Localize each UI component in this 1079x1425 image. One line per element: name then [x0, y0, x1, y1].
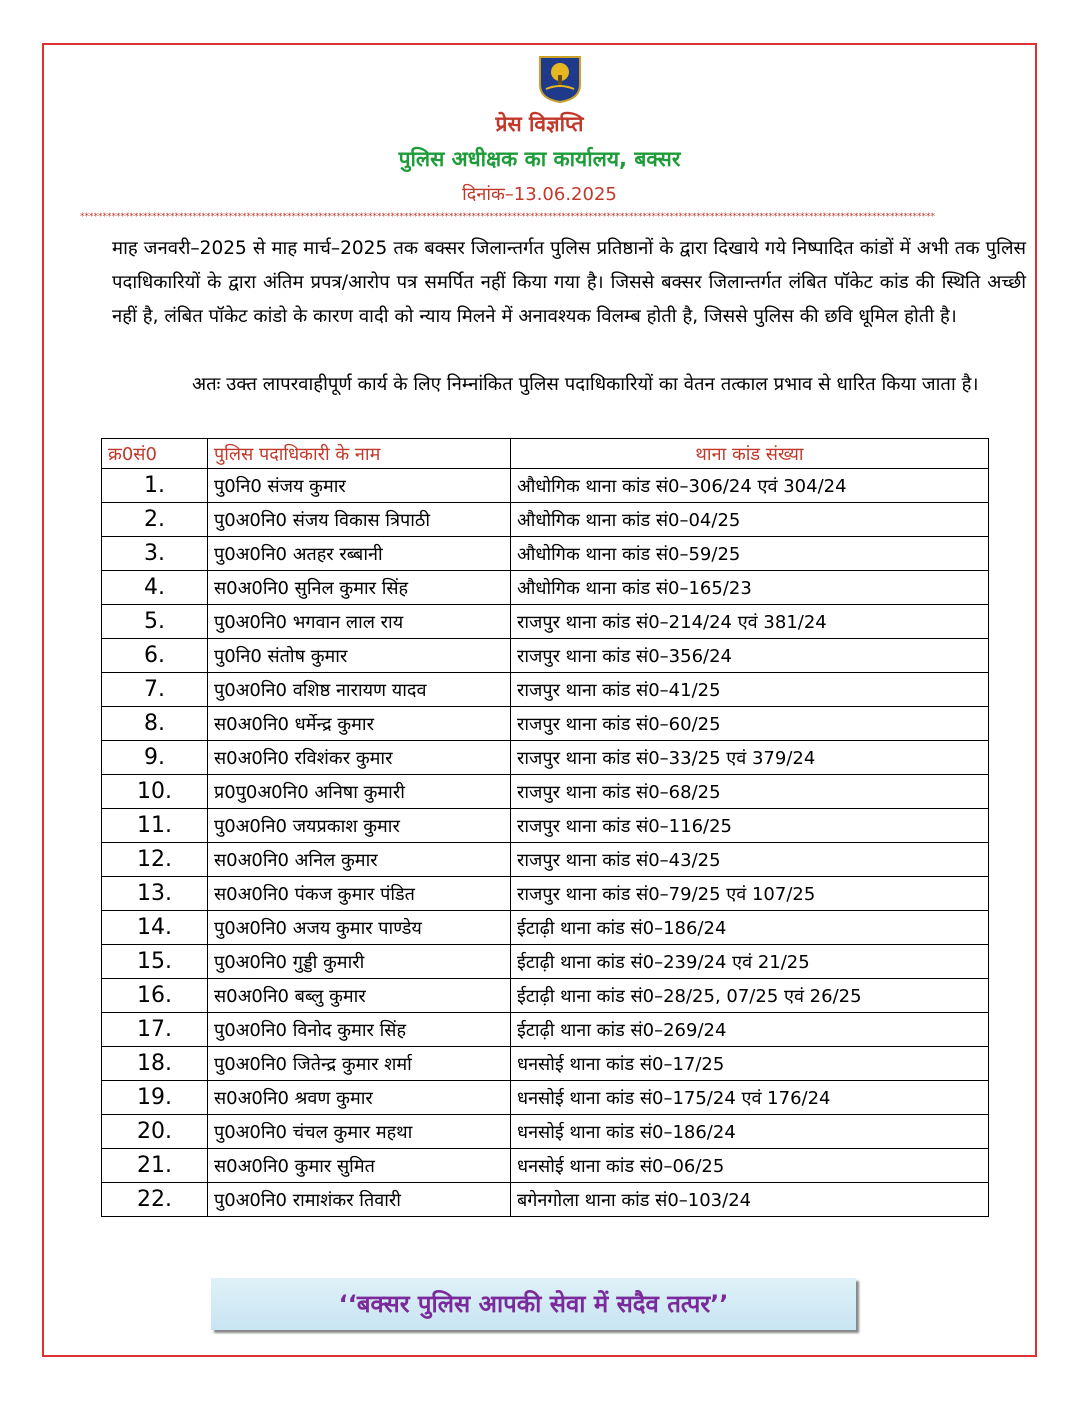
case-number-cell: औधोगिक थाना कांड सं0–59/25: [511, 537, 989, 571]
officer-name-cell: स0अ0नि0 पंकज कुमार पंडित: [208, 877, 511, 911]
officer-name-cell: पु0अ0नि0 जितेन्द्र कुमार शर्मा: [208, 1047, 511, 1081]
slogan-banner: ‘‘बक्सर पुलिस आपकी सेवा में सदैव तत्पर’’: [211, 1278, 856, 1330]
serial-cell: 3.: [102, 537, 208, 571]
officers-table: [101, 438, 989, 1217]
table-row: [102, 1013, 989, 1047]
serial-cell: 5.: [102, 605, 208, 639]
case-number-cell: धनसोई थाना कांड सं0–186/24: [511, 1115, 989, 1149]
star-separator: **********************************************************************************************************************************************************************************************: [80, 212, 935, 222]
release-date: दिनांक–13.06.2025: [462, 184, 617, 205]
serial-cell: 4.: [102, 571, 208, 605]
table-row: [102, 707, 989, 741]
table-row: [102, 877, 989, 911]
officer-name-cell: स0अ0नि0 बब्लु कुमार: [208, 979, 511, 1013]
table-row: [102, 605, 989, 639]
case-number-cell: राजपुर थाना कांड सं0–68/25: [511, 775, 989, 809]
serial-cell: 12.: [102, 843, 208, 877]
table-row: [102, 843, 989, 877]
case-number-cell: औधोगिक थाना कांड सं0–165/23: [511, 571, 989, 605]
table-row: [102, 469, 989, 503]
case-number-cell: औधोगिक थाना कांड सं0–04/25: [511, 503, 989, 537]
table-row: [102, 639, 989, 673]
table-row: [102, 945, 989, 979]
case-number-cell: औधोगिक थाना कांड सं0–306/24 एवं 304/24: [511, 469, 989, 503]
table-row: [102, 503, 989, 537]
officer-name-cell: पु0नि0 संतोष कुमार: [208, 639, 511, 673]
case-number-cell: राजपुर थाना कांड सं0–41/25: [511, 673, 989, 707]
serial-cell: 11.: [102, 809, 208, 843]
officer-name-cell: स0अ0नि0 श्रवण कुमार: [208, 1081, 511, 1115]
table-row: [102, 571, 989, 605]
officer-name-cell: पु0अ0नि0 विनोद कुमार सिंह: [208, 1013, 511, 1047]
table-header-row: [102, 439, 989, 469]
serial-cell: 17.: [102, 1013, 208, 1047]
serial-cell: 13.: [102, 877, 208, 911]
table-row: [102, 1149, 989, 1183]
table-row: [102, 1047, 989, 1081]
case-number-cell: राजपुर थाना कांड सं0–356/24: [511, 639, 989, 673]
officer-name-cell: स0अ0नि0 कुमार सुमित: [208, 1149, 511, 1183]
case-number-cell: राजपुर थाना कांड सं0–214/24 एवं 381/24: [511, 605, 989, 639]
serial-cell: 18.: [102, 1047, 208, 1081]
case-number-cell: ईटाढ़ी थाना कांड सं0–239/24 एवं 21/25: [511, 945, 989, 979]
case-number-cell: ईटाढ़ी थाना कांड सं0–269/24: [511, 1013, 989, 1047]
case-number-cell: राजपुर थाना कांड सं0–60/25: [511, 707, 989, 741]
serial-cell: 22.: [102, 1183, 208, 1217]
table-row: [102, 979, 989, 1013]
case-number-cell: धनसोई थाना कांड सं0–06/25: [511, 1149, 989, 1183]
table-row: [102, 1081, 989, 1115]
case-number-cell: धनसोई थाना कांड सं0–175/24 एवं 176/24: [511, 1081, 989, 1115]
table-row: [102, 911, 989, 945]
officer-name-cell: स0अ0नि0 रविशंकर कुमार: [208, 741, 511, 775]
serial-cell: 9.: [102, 741, 208, 775]
table-row: [102, 673, 989, 707]
office-title: पुलिस अधीक्षक का कार्यालय, बक्सर: [398, 147, 681, 171]
table-row: [102, 1115, 989, 1149]
case-number-cell: राजपुर थाना कांड सं0–33/25 एवं 379/24: [511, 741, 989, 775]
officer-name-cell: पु0अ0नि0 अजय कुमार पाण्डेय: [208, 911, 511, 945]
case-number-cell: राजपुर थाना कांड सं0–116/25: [511, 809, 989, 843]
officer-name-cell: पु0अ0नि0 संजय विकास त्रिपाठी: [208, 503, 511, 537]
serial-cell: 10.: [102, 775, 208, 809]
serial-cell: 14.: [102, 911, 208, 945]
serial-cell: 21.: [102, 1149, 208, 1183]
case-number-cell: राजपुर थाना कांड सं0–43/25: [511, 843, 989, 877]
press-release-title: प्रेस विज्ञप्ति: [495, 112, 584, 136]
serial-cell: 1.: [102, 469, 208, 503]
serial-cell: 16.: [102, 979, 208, 1013]
serial-cell: 2.: [102, 503, 208, 537]
table-row: [102, 809, 989, 843]
officer-name-cell: पु0अ0नि0 चंचल कुमार महथा: [208, 1115, 511, 1149]
serial-cell: 19.: [102, 1081, 208, 1115]
table-row: [102, 741, 989, 775]
case-number-cell: ईटाढ़ी थाना कांड सं0–28/25, 07/25 एवं 26/25: [511, 979, 989, 1013]
header-serial: क्र0सं0: [102, 439, 208, 469]
case-number-cell: राजपुर थाना कांड सं0–79/25 एवं 107/25: [511, 877, 989, 911]
header-case-number: थाना कांड संख्या: [511, 439, 989, 469]
case-number-cell: बगेनगोला थाना कांड सं0–103/24: [511, 1183, 989, 1217]
serial-cell: 7.: [102, 673, 208, 707]
bihar-police-emblem-icon: [538, 55, 582, 103]
officer-name-cell: पु0अ0नि0 रामाशंकर तिवारी: [208, 1183, 511, 1217]
officer-name-cell: पु0अ0नि0 वशिष्ठ नारायण यादव: [208, 673, 511, 707]
table-row: [102, 537, 989, 571]
table-row: [102, 775, 989, 809]
officer-name-cell: पु0अ0नि0 जयप्रकाश कुमार: [208, 809, 511, 843]
intro-paragraph: माह जनवरी–2025 से माह मार्च–2025 तक बक्सर जिलान्तर्गत पुलिस प्रतिष्ठानों के द्वारा दिखाये गये निष्पादित कांडों में अभी तक पुलिस पदाधिकारियों के द्वारा अंतिम प्रपत्र/आरोप पत्र समर्पित नहीं किया गया है। जिससे बक्सर जिलान्तर्गत लंबित पॉकेट कांड की स्थिति अच्छी नहीं है, लंबित पॉकेट कांडो के कारण वादी को न्याय मिलने में अनावश्यक विलम्ब होती है, जिससे पुलिस की छवि धूमिल होती है।: [112, 238, 1026, 327]
order-paragraph: अतः उक्त लापरवाहीपूर्ण कार्य के लिए निम्नांकित पुलिस पदाधिकारियों का वेतन तत्काल प्रभाव से धारित किया जाता है।: [192, 374, 979, 395]
serial-cell: 15.: [102, 945, 208, 979]
serial-cell: 8.: [102, 707, 208, 741]
officer-name-cell: पु0अ0नि0 भगवान लाल राय: [208, 605, 511, 639]
case-number-cell: ईटाढ़ी थाना कांड सं0–186/24: [511, 911, 989, 945]
officer-name-cell: स0अ0नि0 सुनिल कुमार सिंह: [208, 571, 511, 605]
header-officer-name: पुलिस पदाधिकारी के नाम: [208, 439, 511, 469]
officer-name-cell: पु0नि0 संजय कुमार: [208, 469, 511, 503]
officer-name-cell: प्र0पु0अ0नि0 अनिषा कुमारी: [208, 775, 511, 809]
serial-cell: 6.: [102, 639, 208, 673]
officer-name-cell: स0अ0नि0 अनिल कुमार: [208, 843, 511, 877]
table-row: [102, 1183, 989, 1217]
officer-name-cell: पु0अ0नि0 अतहर रब्बानी: [208, 537, 511, 571]
case-number-cell: धनसोई थाना कांड सं0–17/25: [511, 1047, 989, 1081]
officer-name-cell: पु0अ0नि0 गुड्डी कुमारी: [208, 945, 511, 979]
officer-name-cell: स0अ0नि0 धर्मेन्द्र कुमार: [208, 707, 511, 741]
serial-cell: 20.: [102, 1115, 208, 1149]
